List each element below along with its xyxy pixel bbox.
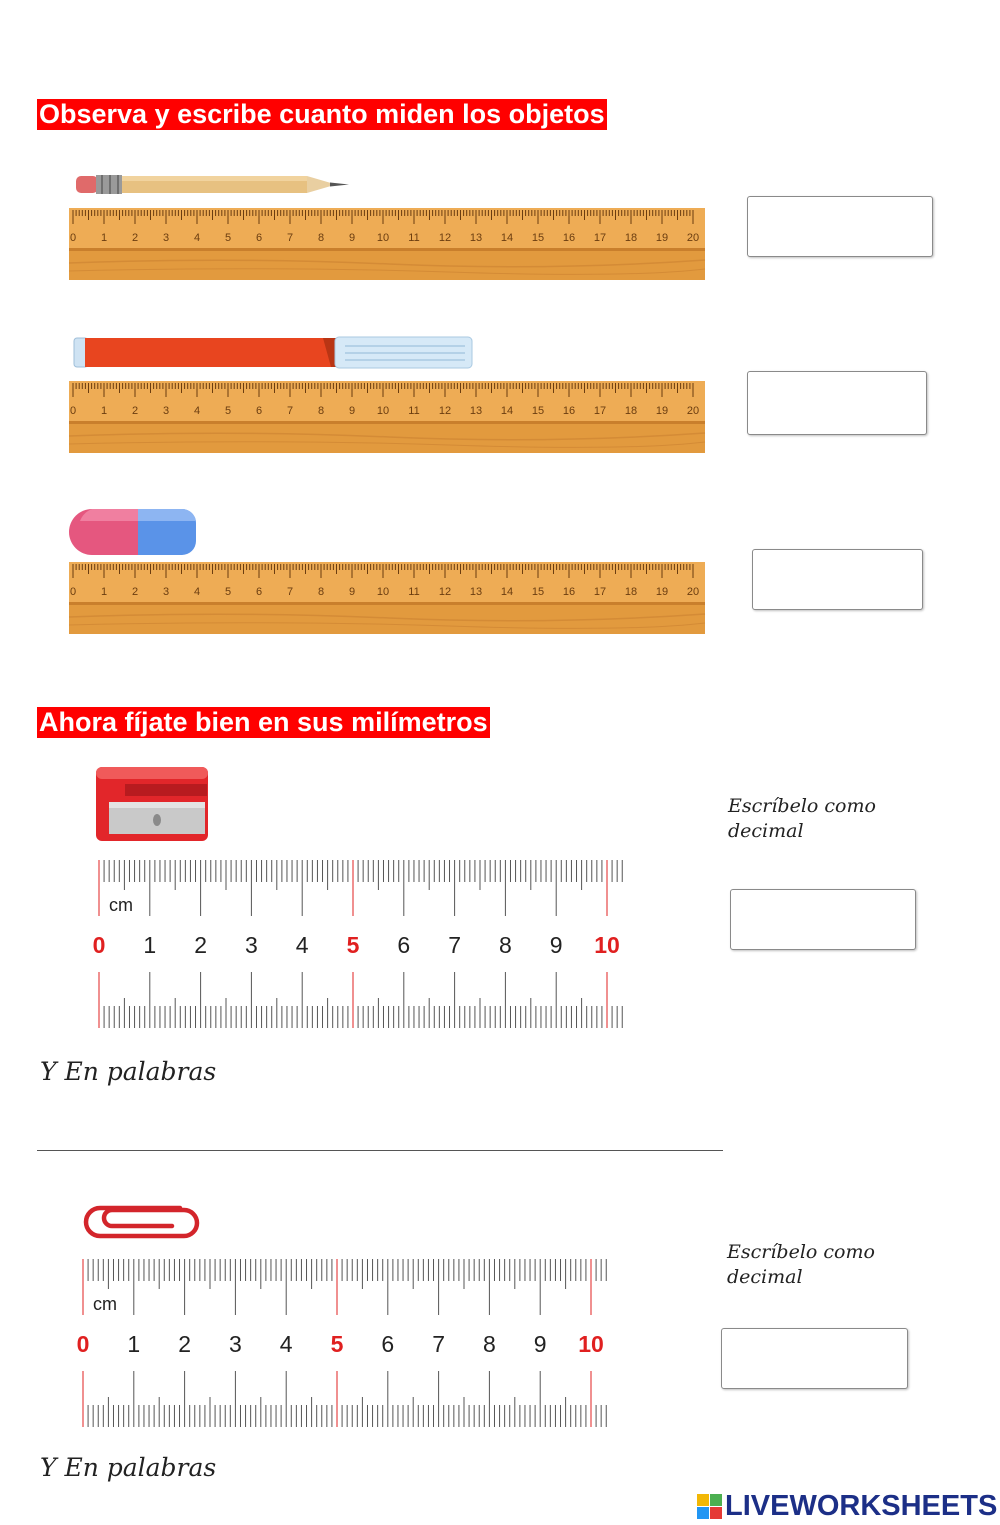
ruler-label: 0 bbox=[69, 405, 77, 417]
ruler-label: 16 bbox=[562, 586, 576, 598]
ruler-label: 0 bbox=[76, 1331, 90, 1357]
ruler-label: 8 bbox=[317, 232, 325, 244]
sharpener-image bbox=[95, 766, 210, 842]
answer-box-paperclip[interactable] bbox=[721, 1328, 908, 1389]
answer-box-eraser[interactable] bbox=[752, 549, 923, 610]
ruler-label: 8 bbox=[483, 1331, 496, 1357]
answer-box-marker[interactable] bbox=[747, 371, 927, 435]
ruler-label: 11 bbox=[408, 232, 420, 244]
ruler-label: 5 bbox=[224, 586, 232, 598]
ruler-label: 6 bbox=[381, 1331, 395, 1357]
ruler-label: 12 bbox=[438, 405, 452, 417]
ruler-label: 16 bbox=[562, 405, 576, 417]
ruler-label: 1 bbox=[127, 1331, 141, 1357]
ruler-label: 7 bbox=[286, 232, 294, 244]
ruler-label: 13 bbox=[469, 405, 483, 417]
ruler-label: 15 bbox=[531, 586, 545, 598]
ruler-label: 11 bbox=[408, 405, 420, 417]
paperclip-image bbox=[80, 1202, 204, 1242]
ruler-label: 6 bbox=[255, 405, 263, 417]
eraser-image bbox=[70, 507, 198, 557]
ruler-label: 4 bbox=[193, 232, 201, 244]
words-label-1: Y En palabras bbox=[40, 1057, 217, 1086]
metric-ruler-2 bbox=[72, 1257, 632, 1429]
logo-mark-icon bbox=[697, 1494, 723, 1520]
wooden-ruler-2 bbox=[69, 381, 705, 453]
ruler-label: 0 bbox=[69, 586, 77, 598]
ruler-label: 7 bbox=[448, 932, 461, 958]
ruler-label: 10 bbox=[376, 232, 390, 244]
ruler-label: 7 bbox=[286, 405, 294, 417]
ruler-unit-label: cm bbox=[109, 895, 133, 915]
ruler-label: 10 bbox=[376, 586, 390, 598]
ruler-label: 20 bbox=[686, 232, 700, 244]
ruler-label: 3 bbox=[229, 1331, 242, 1357]
ruler-label: 3 bbox=[162, 586, 170, 598]
ruler-label: 2 bbox=[131, 232, 139, 244]
answer-box-sharpener[interactable] bbox=[730, 889, 916, 950]
ruler-label: 20 bbox=[686, 586, 700, 598]
ruler-label: 8 bbox=[317, 586, 325, 598]
ruler-label: 14 bbox=[500, 405, 514, 417]
hint-decimal-2: Escríbelo como decimal bbox=[727, 1241, 875, 1288]
ruler-label: 2 bbox=[178, 1331, 191, 1357]
ruler-label: 8 bbox=[317, 405, 325, 417]
ruler-label: 4 bbox=[193, 586, 201, 598]
wooden-ruler-1 bbox=[69, 208, 705, 280]
logo-text: LIVEWORKSHEETS bbox=[725, 1490, 998, 1522]
ruler-label: 13 bbox=[469, 586, 483, 598]
ruler-label: 4 bbox=[295, 932, 309, 958]
ruler-label: 6 bbox=[397, 932, 411, 958]
ruler-label: 2 bbox=[194, 932, 207, 958]
ruler-label: 9 bbox=[348, 405, 356, 417]
ruler-label: 11 bbox=[408, 586, 420, 598]
ruler-label: 6 bbox=[255, 586, 263, 598]
ruler-label: 14 bbox=[500, 232, 514, 244]
answer-line-words-1[interactable] bbox=[37, 1150, 723, 1151]
pencil-image bbox=[74, 170, 354, 200]
ruler-label: 18 bbox=[624, 405, 638, 417]
ruler-label: 17 bbox=[593, 586, 607, 598]
ruler-label: 0 bbox=[69, 232, 77, 244]
ruler-label: 10 bbox=[578, 1331, 604, 1357]
ruler-label: 20 bbox=[686, 405, 700, 417]
ruler-label: 5 bbox=[330, 1331, 344, 1357]
ruler-label: 9 bbox=[549, 932, 563, 958]
section2-title: Ahora fíjate bien en sus milímetros bbox=[39, 707, 488, 737]
ruler-label: 12 bbox=[438, 586, 452, 598]
ruler-label: 7 bbox=[286, 586, 294, 598]
ruler-label: 15 bbox=[531, 232, 545, 244]
ruler-label: 10 bbox=[376, 405, 390, 417]
ruler-label: 17 bbox=[593, 232, 607, 244]
ruler-label: 19 bbox=[655, 232, 669, 244]
ruler-label: 18 bbox=[624, 232, 638, 244]
ruler-label: 8 bbox=[499, 932, 512, 958]
ruler-label: 1 bbox=[143, 932, 157, 958]
ruler-label: 5 bbox=[346, 932, 360, 958]
metric-ruler-1 bbox=[88, 858, 648, 1030]
ruler-label: 0 bbox=[92, 932, 106, 958]
ruler-label: 19 bbox=[655, 586, 669, 598]
ruler-label: 4 bbox=[193, 405, 201, 417]
ruler-label: 16 bbox=[562, 232, 576, 244]
ruler-label: 4 bbox=[279, 1331, 293, 1357]
ruler-label: 5 bbox=[224, 232, 232, 244]
ruler-label: 2 bbox=[131, 405, 139, 417]
ruler-label: 13 bbox=[469, 232, 483, 244]
words-label-2: Y En palabras bbox=[40, 1453, 217, 1482]
ruler-label: 9 bbox=[533, 1331, 547, 1357]
ruler-label: 5 bbox=[224, 405, 232, 417]
ruler-label: 10 bbox=[594, 932, 620, 958]
ruler-label: 9 bbox=[348, 586, 356, 598]
ruler-label: 12 bbox=[438, 232, 452, 244]
ruler-label: 18 bbox=[624, 586, 638, 598]
ruler-label: 3 bbox=[162, 405, 170, 417]
section1-title: Observa y escribe cuanto miden los objetos bbox=[39, 99, 605, 129]
ruler-label: 17 bbox=[593, 405, 607, 417]
hint-decimal-1: Escríbelo como decimal bbox=[728, 795, 876, 842]
ruler-label: 14 bbox=[500, 586, 514, 598]
liveworksheets-logo bbox=[697, 1490, 998, 1524]
ruler-label: 3 bbox=[162, 232, 170, 244]
ruler-unit-label: cm bbox=[93, 1294, 117, 1314]
ruler-label: 7 bbox=[432, 1331, 445, 1357]
ruler-label: 6 bbox=[255, 232, 263, 244]
marker-image bbox=[73, 336, 475, 370]
ruler-label: 9 bbox=[348, 232, 356, 244]
ruler-label: 1 bbox=[100, 232, 108, 244]
ruler-label: 19 bbox=[655, 405, 669, 417]
ruler-label: 1 bbox=[100, 586, 108, 598]
ruler-label: 15 bbox=[531, 405, 545, 417]
answer-box-pencil[interactable] bbox=[747, 196, 933, 257]
ruler-label: 3 bbox=[245, 932, 258, 958]
ruler-label: 2 bbox=[131, 586, 139, 598]
wooden-ruler-3 bbox=[69, 562, 705, 634]
ruler-label: 1 bbox=[100, 405, 108, 417]
